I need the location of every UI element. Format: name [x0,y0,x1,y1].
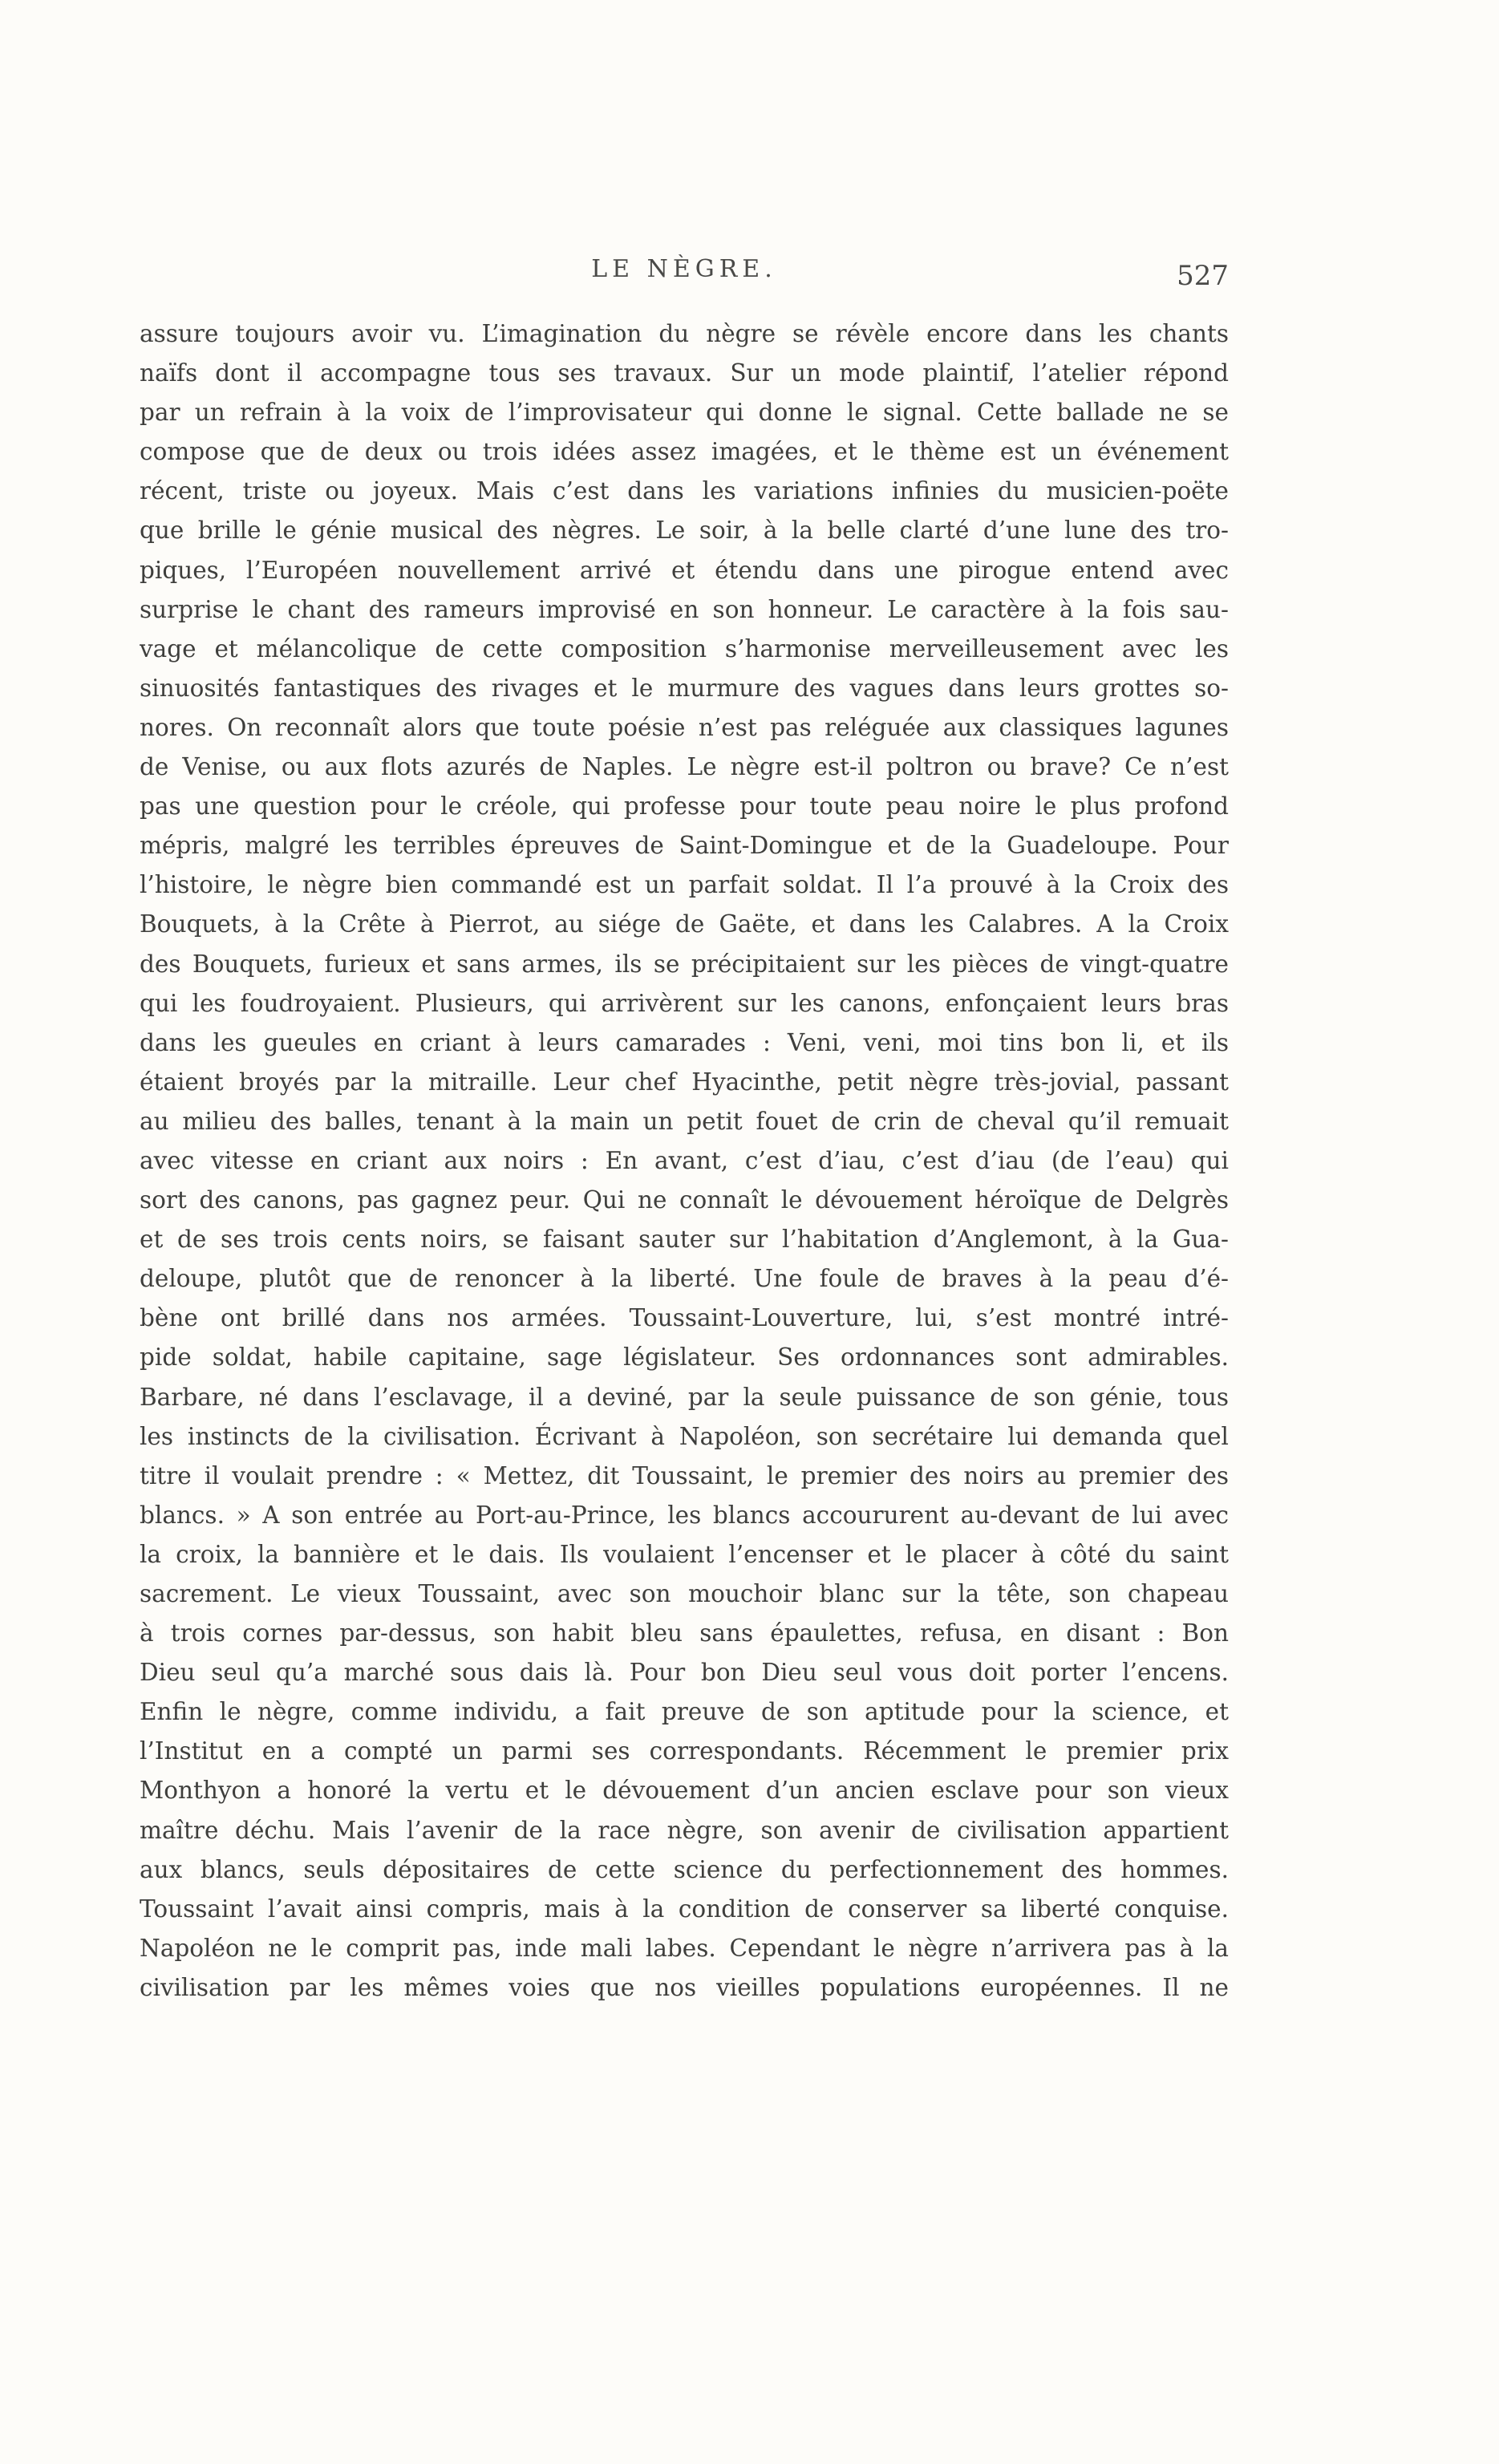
text-line: les instincts de la civilisation. Écrivant à Napoléon, son secrétaire lui demanda quel [140,1422,1229,1450]
text-line: sacrement. Le vieux Toussaint, avec son mouchoir blanc sur la tête, son chapeau [140,1580,1229,1607]
text-line: pide soldat, habile capitaine, sage législateur. Ses ordonnances sont admirables. [140,1343,1229,1372]
text-line: blancs. » A son entrée au Port-au-Prince, les blancs accoururent au-devant de lui avec [140,1501,1229,1529]
text-line: Toussaint l’avait ainsi compris, mais à la condition de conserver sa liberté conquise. [140,1895,1229,1923]
text-line: l’Institut en a compté un parmi ses correspondants. Récemment le premier prix [140,1737,1229,1765]
text-line: récent, triste ou joyeux. Mais c’est dans les variations infinies du musicien-poëte [140,477,1229,505]
text-line: dans les gueules en criant à leurs camarades : Veni, veni, moi tins bon li, et ils [140,1028,1229,1056]
text-line: l’histoire, le nègre bien commandé est un parfait soldat. Il l’a prouvé à la Croix des [140,871,1229,899]
text-line: compose que de deux ou trois idées assez imagées, et le thème est un événement [140,438,1229,466]
text-line: Monthyon a honoré la vertu et le dévouement d’un ancien esclave pour son vieux [140,1777,1229,1805]
text-line: que brille le génie musical des nègres. Le soir, à la belle clarté d’une lune des tro- [140,517,1229,545]
text-line: mépris, malgré les terribles épreuves de Saint-Domingue et de la Guadeloupe. Pour [140,832,1229,860]
body-text [140,314,1229,2008]
text-line: au milieu des balles, tenant à la main un petit fouet de crin de cheval qu’il remuait [140,1107,1229,1135]
text-line: la croix, la bannière et le dais. Ils voulaient l’encenser et le placer à côté du saint [140,1540,1229,1568]
text-line: étaient broyés par la mitraille. Leur chef Hyacinthe, petit nègre très-jovial, passant [140,1068,1229,1096]
text-line: surprise le chant des rameurs improvisé en son honneur. Le caractère à la fois sau- [140,595,1229,623]
text-line: pas une question pour le créole, qui professe pour toute peau noire le plus profond [140,792,1229,821]
text-line: par un refrain à la voix de l’improvisateur qui donne le signal. Cette ballade ne se [140,399,1229,427]
text-line: maître déchu. Mais l’avenir de la race nègre, son avenir de civilisation appartient [140,1816,1229,1844]
text-line: piques, l’Européen nouvellement arrivé et étendu dans une pirogue entend avec [140,556,1229,584]
text-line: nores. On reconnaît alors que toute poésie n’est pas reléguée aux classiques lagunes [140,713,1229,741]
text-line: titre il voulait prendre : « Mettez, dit Toussaint, le premier des noirs au premier des [140,1461,1229,1489]
text-line: deloupe, plutôt que de renoncer à la liberté. Une foule de braves à la peau d’é- [140,1265,1229,1293]
text-line: Barbare, né dans l’esclavage, il a deviné, par la seule puissance de son génie, tous [140,1383,1229,1411]
text-line: sort des canons, pas gagnez peur. Qui ne connaît le dévouement héroïque de Delgrès [140,1186,1229,1214]
text-line: Napoléon ne le comprit pas, inde mali labes. Cependant le nègre n’arrivera pas à la [140,1934,1229,1962]
text-line: avec vitesse en criant aux noirs : En avant, c’est d’iau, c’est d’iau (de l’eau) qui [140,1146,1229,1174]
text-line: à trois cornes par-dessus, son habit bleu sans épaulettes, refusa, en disant : Bon [140,1619,1229,1647]
text-line: Dieu seul qu’a marché sous dais là. Pour bon Dieu seul vous doit porter l’encens. [140,1659,1229,1687]
text-line: sinuosités fantastiques des rivages et le murmure des vagues dans leurs grottes so- [140,674,1229,702]
text-line: aux blancs, seuls dépositaires de cette science du perfectionnement des hommes. [140,1855,1229,1883]
text-line: naïfs dont il accompagne tous ses travaux. Sur un mode plaintif, l’atelier répond [140,359,1229,387]
text-line: bène ont brillé dans nos armées. Toussaint-Louverture, lui, s’est montré intré- [140,1304,1229,1332]
text-line: et de ses trois cents noirs, se faisant sauter sur l’habitation d’Anglemont, à la Gua- [140,1226,1229,1254]
text-line: assure toujours avoir vu. L’imagination du nègre se révèle encore dans les chants [140,320,1229,347]
text-line: Enfin le nègre, comme individu, a fait preuve de son aptitude pour la science, et [140,1698,1229,1726]
text-line: de Venise, ou aux flots azurés de Naples. Le nègre est-il poltron ou brave? Ce n’est [140,753,1229,781]
text-line: civilisation par les mêmes voies que nos vieilles populations européennes. Il ne [140,1973,1229,2001]
text-line: qui les foudroyaient. Plusieurs, qui arrivèrent sur les canons, enfonçaient leurs bras [140,989,1229,1017]
text-line: vage et mélancolique de cette composition s’harmonise merveilleusement avec les [140,634,1229,663]
page-number: 527 [1177,260,1229,292]
running-title: LE NÈGRE. [591,255,777,283]
running-head [140,255,1229,294]
text-line: Bouquets, à la Crête à Pierrot, au siége de Gaëte, et dans les Calabres. A la Croix [140,910,1229,938]
text-line: des Bouquets, furieux et sans armes, ils se précipitaient sur les pièces de vingt-quatre [140,950,1229,978]
